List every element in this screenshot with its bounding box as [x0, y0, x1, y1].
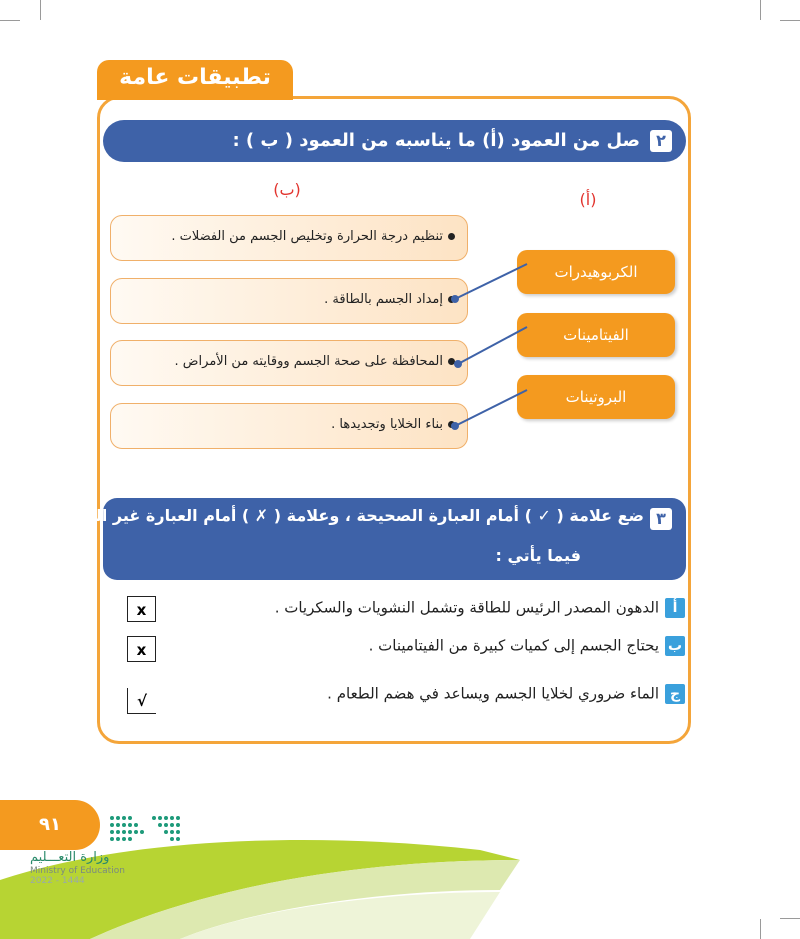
academic-year: 2022 - 1444: [30, 876, 85, 886]
page-number: ٩١: [0, 800, 100, 850]
column-a-item[interactable]: البروتينات: [517, 375, 675, 419]
page-title: تطبيقات عامة: [119, 65, 271, 90]
answer-box[interactable]: √: [127, 688, 156, 714]
match-line: [455, 264, 527, 299]
answer-box[interactable]: x: [127, 636, 156, 662]
column-b-label: (ب): [273, 180, 301, 199]
question-row: [369, 636, 685, 656]
match-line: [455, 390, 527, 426]
question-text: الدهون المصدر الرئيس للطاقة وتشمل النشويات والسكريات .: [274, 598, 659, 617]
ministry-logo-icon: [108, 812, 188, 844]
ministry-name-en: Ministry of Education: [30, 866, 125, 876]
question-row: [327, 684, 685, 704]
question-letter: ب: [665, 636, 685, 656]
column-b-item: المحافظة على صحة الجسم ووقايته من الأمراض .: [110, 340, 468, 386]
section2-instruction: صل من العمود (أ) ما يناسبه من العمود ( ب ) :: [232, 130, 640, 151]
ministry-name-ar: وزارة التعـــليم: [30, 850, 110, 865]
section3-instruction: ضع علامة ( ✓ ) أمام العبارة الصحيحة ، وعلامة ( ✗ ) أمام العبارة غير الصحيحة ،: [29, 506, 644, 525]
column-b-item: تنظيم درجة الحرارة وتخليص الجسم من الفضلات .: [110, 215, 468, 261]
section3-header: [29, 498, 686, 580]
question-letter: أ: [665, 598, 685, 618]
section3-number: ٣: [650, 508, 672, 530]
column-a-item[interactable]: الكربوهيدرات: [517, 250, 675, 294]
column-b-item: بناء الخلايا وتجديدها .: [110, 403, 468, 449]
column-b-item: إمداد الجسم بالطاقة .: [110, 278, 468, 324]
column-a-item[interactable]: الفيتامينات: [517, 313, 675, 357]
question-row: [275, 598, 685, 618]
question-letter: ج: [665, 684, 685, 704]
answer-box[interactable]: x: [127, 596, 156, 622]
question-text: يحتاج الجسم إلى كميات كبيرة من الفيتامينات .: [368, 636, 659, 655]
question-text: الماء ضروري لخلايا الجسم ويساعد في هضم الطعام .: [327, 684, 659, 703]
section2-number: ٢: [650, 130, 672, 152]
section3-instruction-cont: فيما يأتي :: [495, 546, 581, 565]
column-a-label: (أ): [579, 190, 597, 209]
match-line: [458, 327, 527, 364]
